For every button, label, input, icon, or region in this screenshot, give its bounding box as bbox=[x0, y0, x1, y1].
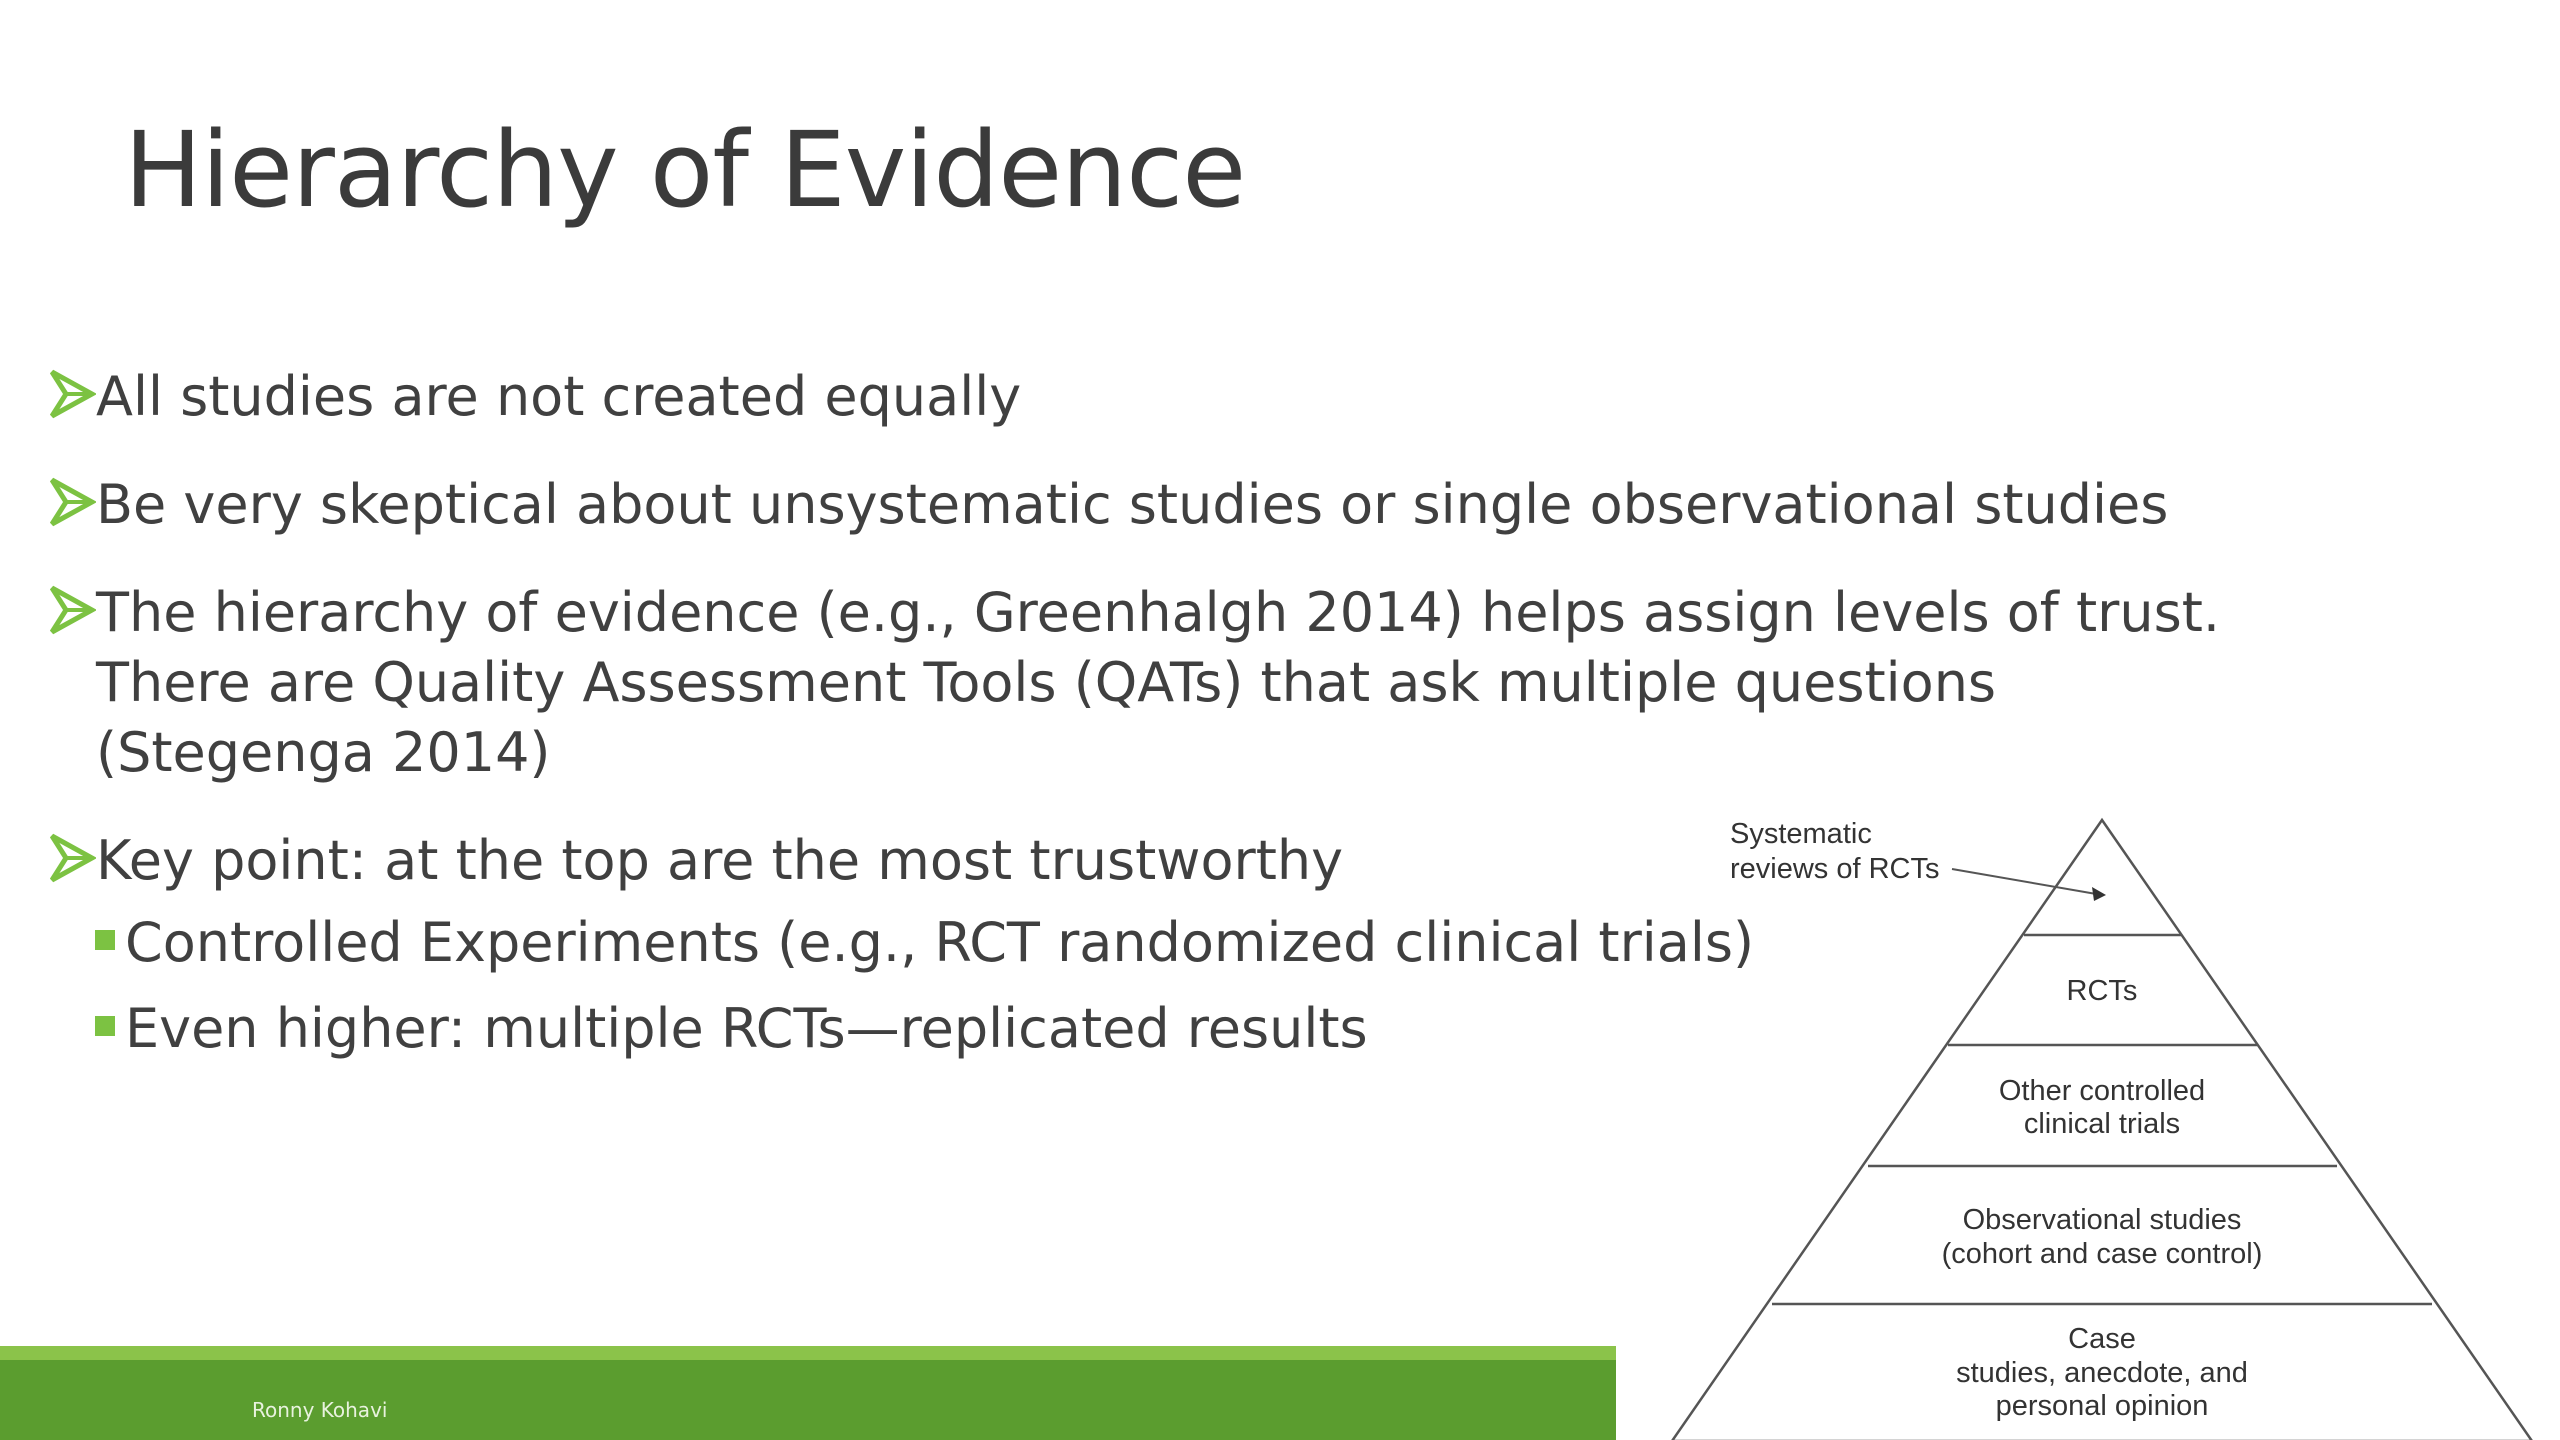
pyramid-level-label: Other controlled bbox=[1998, 1075, 2206, 1107]
pyramid-level-label: Observational studies bbox=[1962, 1204, 2242, 1236]
slide-title: Hierarchy of Evidence bbox=[124, 109, 1246, 231]
apex-label-line: Systematic bbox=[1730, 818, 1872, 850]
bullet-item bbox=[50, 362, 1021, 432]
bullet-text: Be very skeptical about unsystematic studies or single observational studies bbox=[96, 473, 2169, 536]
bullet-text: All studies are not created equally bbox=[96, 365, 1022, 428]
bullet-text: Key point: at the top are the most trustworthy bbox=[96, 829, 1344, 892]
apex-arrow-head-icon bbox=[2092, 887, 2106, 901]
apex-pointer-arrow bbox=[1952, 869, 2102, 895]
green-arrow-icon bbox=[50, 476, 96, 528]
sub-bullet-text: Even higher: multiple RCTs—replicated results bbox=[125, 997, 1368, 1060]
pyramid-level-label: studies, anecdote, and bbox=[1956, 1357, 2248, 1389]
sub-bullet-item bbox=[95, 908, 1754, 978]
green-square-icon bbox=[95, 1016, 115, 1036]
footer-accent-line bbox=[0, 1346, 1616, 1360]
evidence-pyramid bbox=[1660, 805, 2540, 1440]
pyramid-level-label: personal opinion bbox=[1995, 1390, 2209, 1422]
pyramid-level-label: Case bbox=[2068, 1323, 2136, 1355]
pyramid-level-label: RCTs bbox=[2066, 975, 2138, 1007]
bullet-item bbox=[50, 826, 1343, 896]
apex-label-line: reviews of RCTs bbox=[1730, 853, 1940, 885]
bullet-item bbox=[50, 470, 2168, 540]
pyramid-level-label: (cohort and case control) bbox=[1941, 1238, 2263, 1270]
footer-author: Ronny Kohavi bbox=[252, 1398, 388, 1422]
green-square-icon bbox=[95, 930, 115, 950]
green-arrow-icon bbox=[50, 584, 96, 636]
green-arrow-icon bbox=[50, 368, 96, 420]
green-arrow-icon bbox=[50, 832, 96, 884]
sub-bullet-text: Controlled Experiments (e.g., RCT randomized clinical trials) bbox=[125, 911, 1755, 974]
bullet-text: The hierarchy of evidence (e.g., Greenhalgh 2014) helps assign levels of trust. There are Quality Assessment Tools (QATs) that ask multiple questions (Stegenga 2014) bbox=[96, 581, 2221, 784]
footer-band bbox=[0, 1346, 1616, 1440]
sub-bullet-item bbox=[95, 994, 1368, 1064]
pyramid-level-label: clinical trials bbox=[2023, 1108, 2181, 1140]
bullet-item bbox=[50, 578, 2266, 788]
pyramid-diagram bbox=[1660, 805, 2540, 1440]
